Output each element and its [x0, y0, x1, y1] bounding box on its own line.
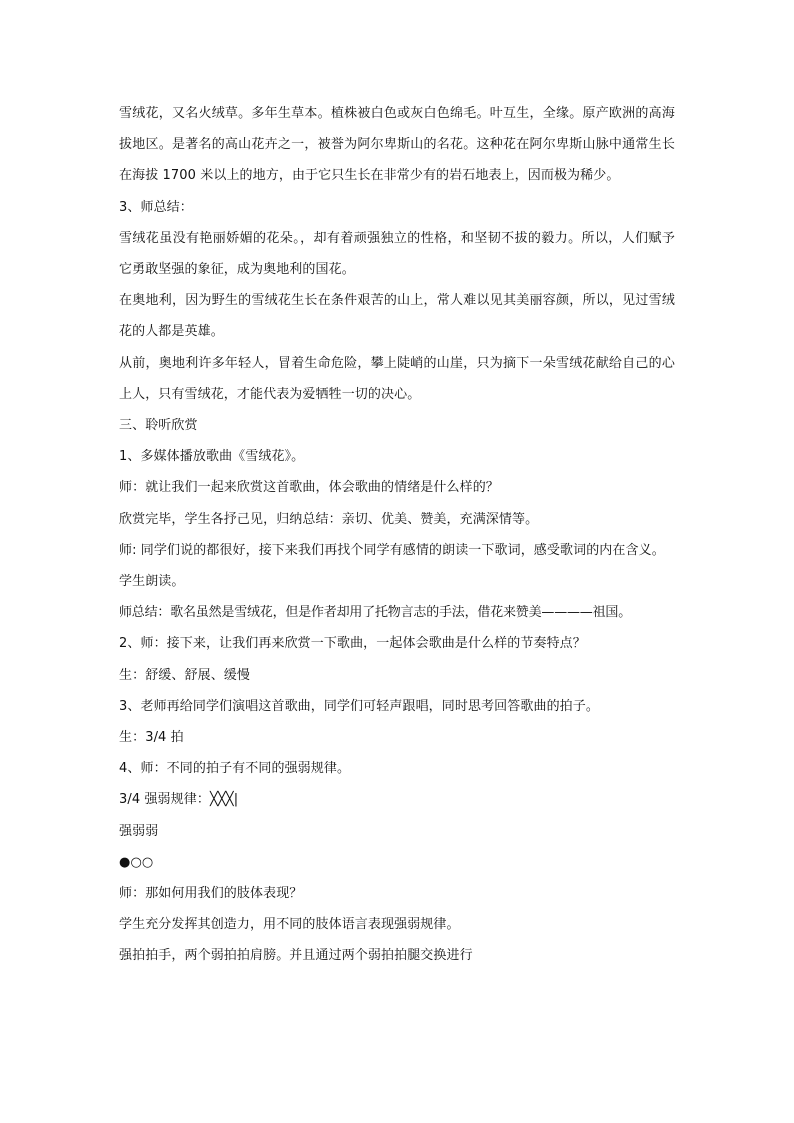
body-paragraph: 学生朗读。 — [119, 574, 185, 590]
body-paragraph: 师：就让我们一起来欣赏这首歌曲，体会歌曲的情绪是什么样的？ — [119, 480, 499, 496]
body-paragraph: 从前，奥地利许多年轻人，冒着生命危险，攀上陡峭的山崖，只为摘下一朵雪绒花献给自己的心上人，只有雪绒花，才能代表为爱牺牲一切的决心。 — [119, 355, 675, 402]
rhythm-pattern: 3/4 强弱规律：╳╳╳| — [119, 792, 239, 808]
body-paragraph: 1、多媒体播放歌曲《雪绒花》。 — [119, 449, 305, 465]
intro-paragraph: 雪绒花，又名火绒草。多年生草本。植株被白色或灰白色绵毛。叶互生，全缘。原产欧洲的高海拔地区。是著名的高山花卉之一，被誉为阿尔卑斯山的名花。这种花在阿尔卑斯山脉中通常生长在海拔 1700 米以上的地方，由于它只生长在非常少有的岩石地表上，因而极为稀少。 — [119, 106, 675, 184]
body-paragraph: 生：舒缓、舒展、缓慢 — [119, 667, 251, 683]
rhythm-dot-notation: ●○○ — [119, 854, 154, 870]
body-paragraph: 学生充分发挥其创造力，用不同的肢体语言表现强弱规律。 — [119, 917, 460, 933]
body-paragraph: 3、老师再给同学们演唱这首歌曲，同学们可轻声跟唱，同时思考回答歌曲的拍子。 — [119, 698, 599, 714]
body-paragraph: 欣赏完毕，学生各抒己见，归纳总结：亲切、优美、赞美，充满深情等。 — [119, 511, 539, 527]
body-paragraph: 4、师：不同的拍子有不同的强弱规律。 — [119, 761, 351, 777]
body-paragraph: 2、师：接下来，让我们再来欣赏一下歌曲，一起体会歌曲是什么样的节奏特点？ — [119, 636, 586, 652]
body-paragraph: 强拍拍手，两个弱拍拍肩膀。并且通过两个弱拍拍腿交换进行 — [119, 948, 473, 964]
body-paragraph: 雪绒花虽没有艳丽娇媚的花朵。，却有着顽强独立的性格，和坚韧不拔的毅力。所以，人们赋予它勇敢坚强的象征，成为奥地利的国花。 — [119, 230, 675, 278]
body-paragraph: 师总结：歌名虽然是雪绒花，但是作者却用了托物言志的手法，借花来赞美————祖国。 — [119, 605, 632, 621]
document-body — [119, 98, 675, 972]
section-heading: 三、聆听欣赏 — [119, 418, 198, 434]
section-heading: 3、师总结： — [119, 199, 193, 215]
body-paragraph: 生：3/4 拍 — [119, 730, 184, 746]
body-paragraph: 师：那如何用我们的肢体表现？ — [119, 886, 303, 902]
body-paragraph: 师: 同学们说的都很好，接下来我们再找个同学有感情的朗读一下歌词，感受歌词的内在含义。 — [119, 542, 665, 558]
body-paragraph: 在奥地利，因为野生的雪绒花生长在条件艰苦的山上，常人难以见其美丽容颜，所以，见过雪绒花的人都是英雄。 — [119, 293, 675, 340]
rhythm-strength-label: 强弱弱 — [119, 823, 159, 839]
